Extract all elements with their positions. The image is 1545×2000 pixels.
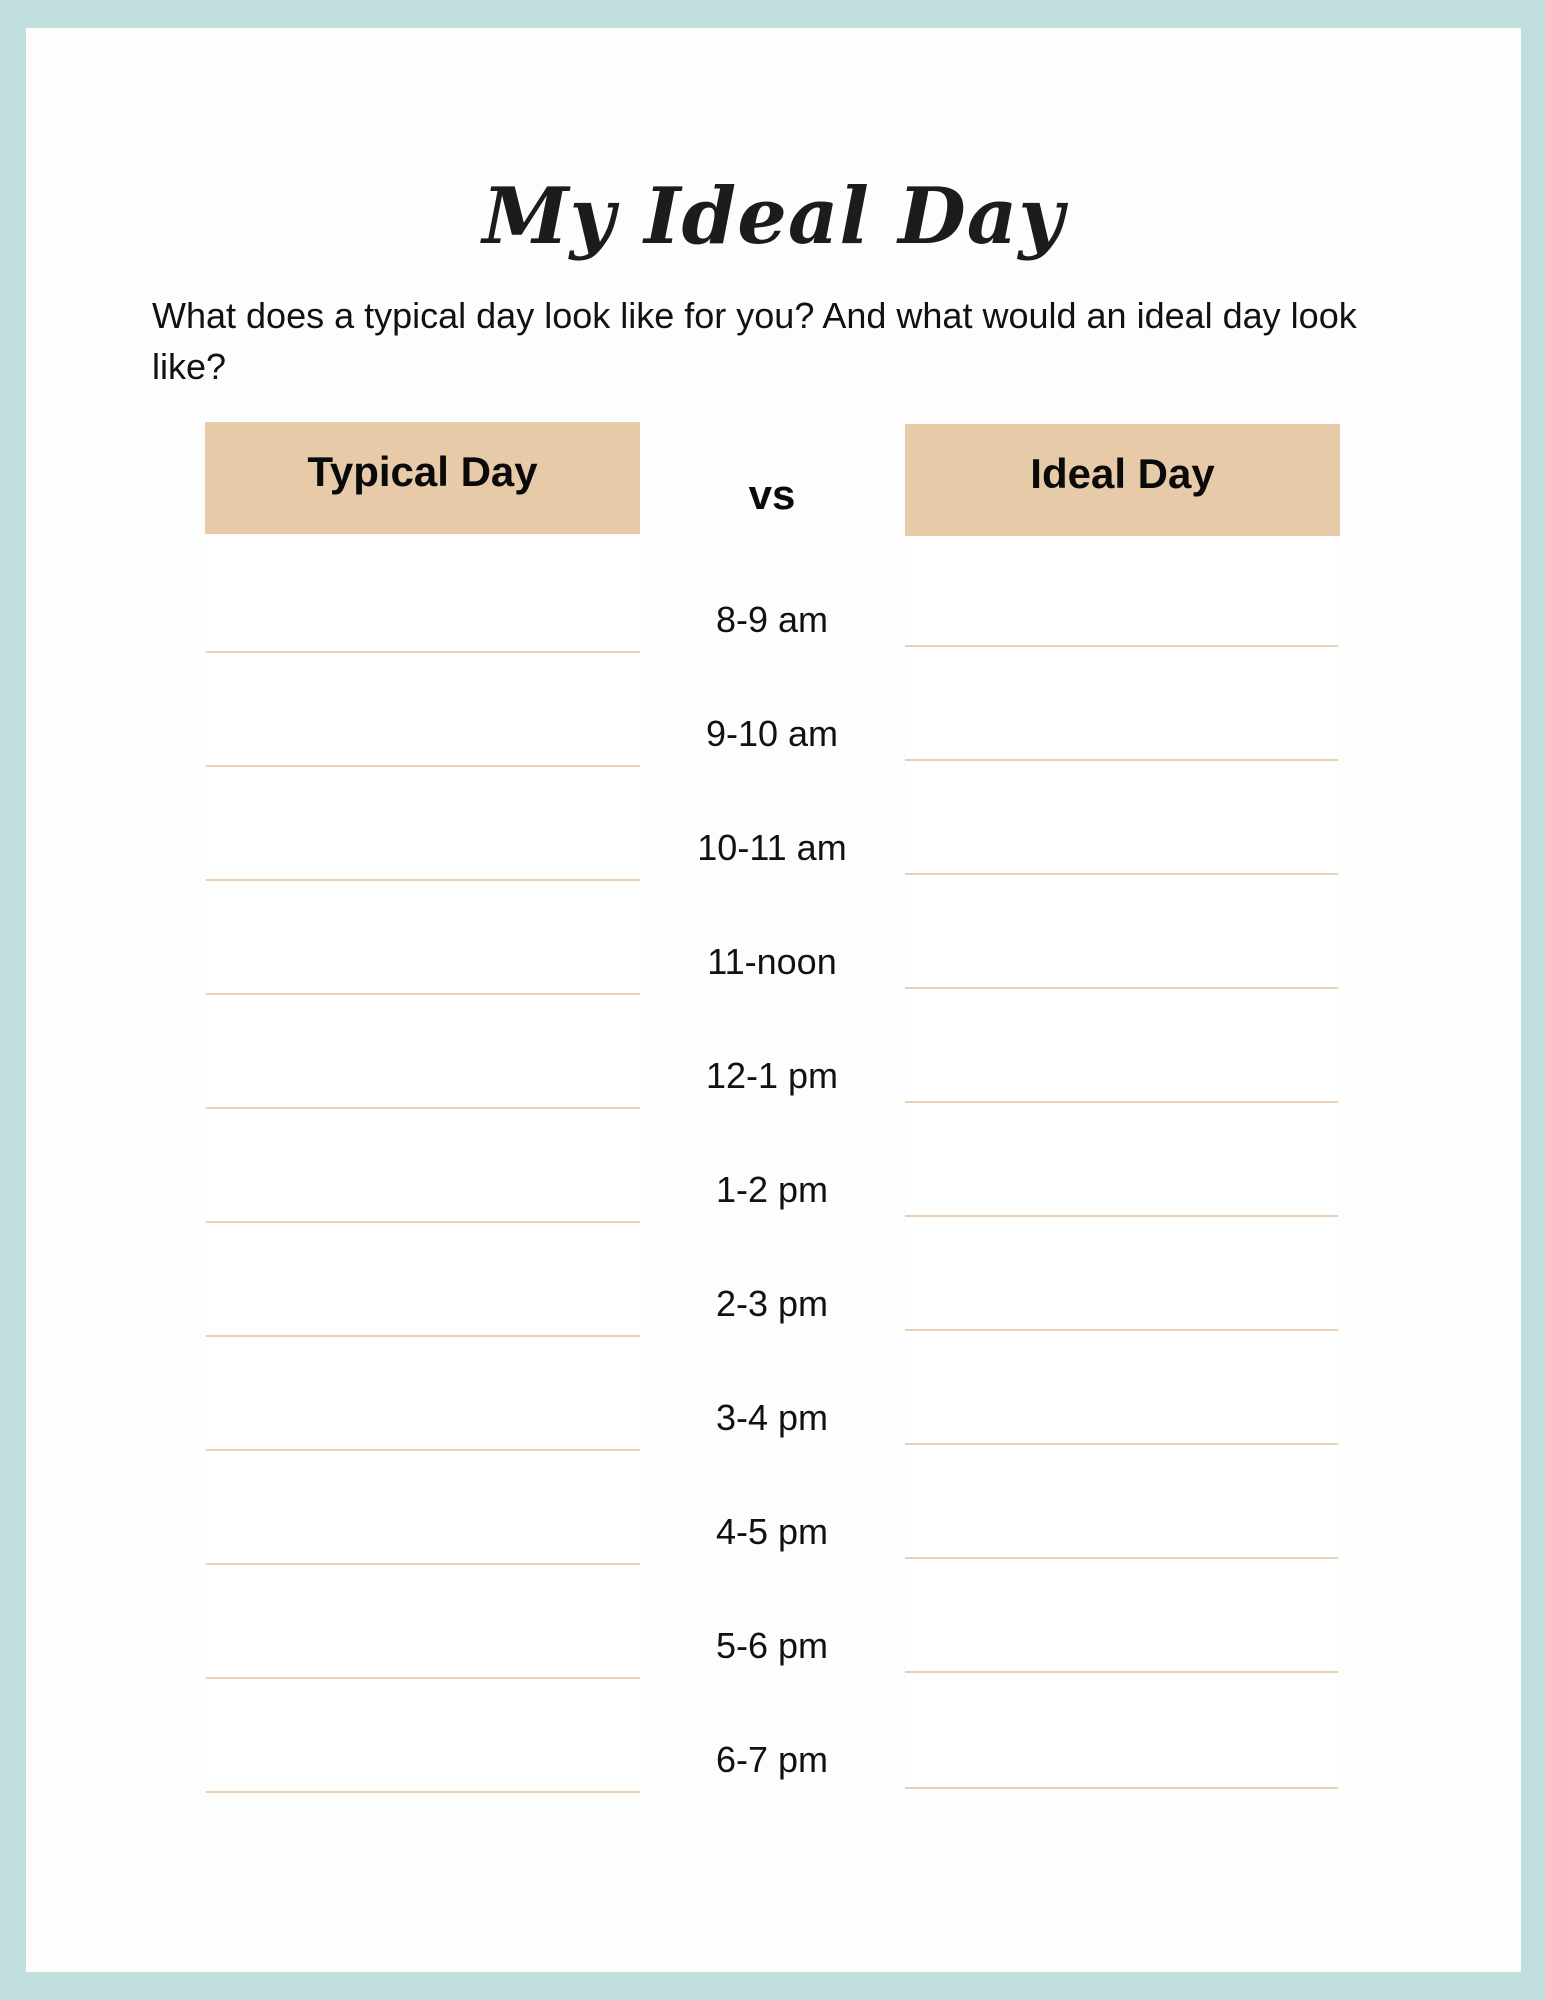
time-slot-label: 9-10 am xyxy=(705,713,839,754)
ideal-day-entry-line[interactable] xyxy=(905,1559,1338,1673)
time-slot-label: 1-2 pm xyxy=(715,1169,829,1210)
time-slot-label: 4-5 pm xyxy=(715,1511,829,1552)
ideal-day-entry-line[interactable] xyxy=(905,1445,1338,1559)
time-slot-label: 12-1 pm xyxy=(705,1055,839,1096)
ideal-day-entry-line[interactable] xyxy=(905,1673,1338,1789)
ideal-day-header xyxy=(905,424,1340,536)
typical-day-entry-line[interactable] xyxy=(206,536,640,653)
ideal-day-entry-line[interactable] xyxy=(905,1103,1338,1217)
typical-day-entry-line[interactable] xyxy=(206,1679,640,1793)
time-slot-label: 10-11 am xyxy=(697,827,847,868)
typical-day-entry-line[interactable] xyxy=(206,1451,640,1565)
typical-day-entry-line[interactable] xyxy=(206,767,640,881)
time-slot-label: 2-3 pm xyxy=(715,1283,829,1324)
typical-day-entry-line[interactable] xyxy=(206,1337,640,1451)
typical-day-header-label: Typical Day xyxy=(307,448,538,495)
worksheet-page xyxy=(26,28,1521,1972)
ideal-day-entry-line[interactable] xyxy=(905,761,1338,875)
time-slot-label: 3-4 pm xyxy=(715,1397,829,1438)
typical-day-entry-line[interactable] xyxy=(206,1223,640,1337)
time-slot-label: 5-6 pm xyxy=(715,1625,829,1666)
vs-label: vs xyxy=(748,471,796,518)
typical-day-entry-line[interactable] xyxy=(206,995,640,1109)
time-slot-label: 8-9 am xyxy=(715,599,829,640)
ideal-day-entry-line[interactable] xyxy=(905,1331,1338,1445)
page-title: My Ideal Day xyxy=(482,171,1065,262)
intro-text: What does a typical day look like for you? And what would an ideal day look like? xyxy=(152,295,1357,387)
time-slot-label: 11-noon xyxy=(707,941,837,982)
ideal-day-entry-line[interactable] xyxy=(905,647,1338,761)
typical-day-header xyxy=(205,422,640,534)
ideal-day-entry-line[interactable] xyxy=(905,875,1338,989)
ideal-day-entry-line[interactable] xyxy=(905,989,1338,1103)
typical-day-entry-line[interactable] xyxy=(206,1109,640,1223)
ideal-day-entry-line[interactable] xyxy=(905,536,1338,647)
typical-day-entry-line[interactable] xyxy=(206,881,640,995)
typical-day-entry-line[interactable] xyxy=(206,1565,640,1679)
time-slot-label: 6-7 pm xyxy=(715,1739,829,1780)
typical-day-entry-line[interactable] xyxy=(206,653,640,767)
ideal-day-entry-line[interactable] xyxy=(905,1217,1338,1331)
ideal-day-header-label: Ideal Day xyxy=(1030,450,1215,497)
